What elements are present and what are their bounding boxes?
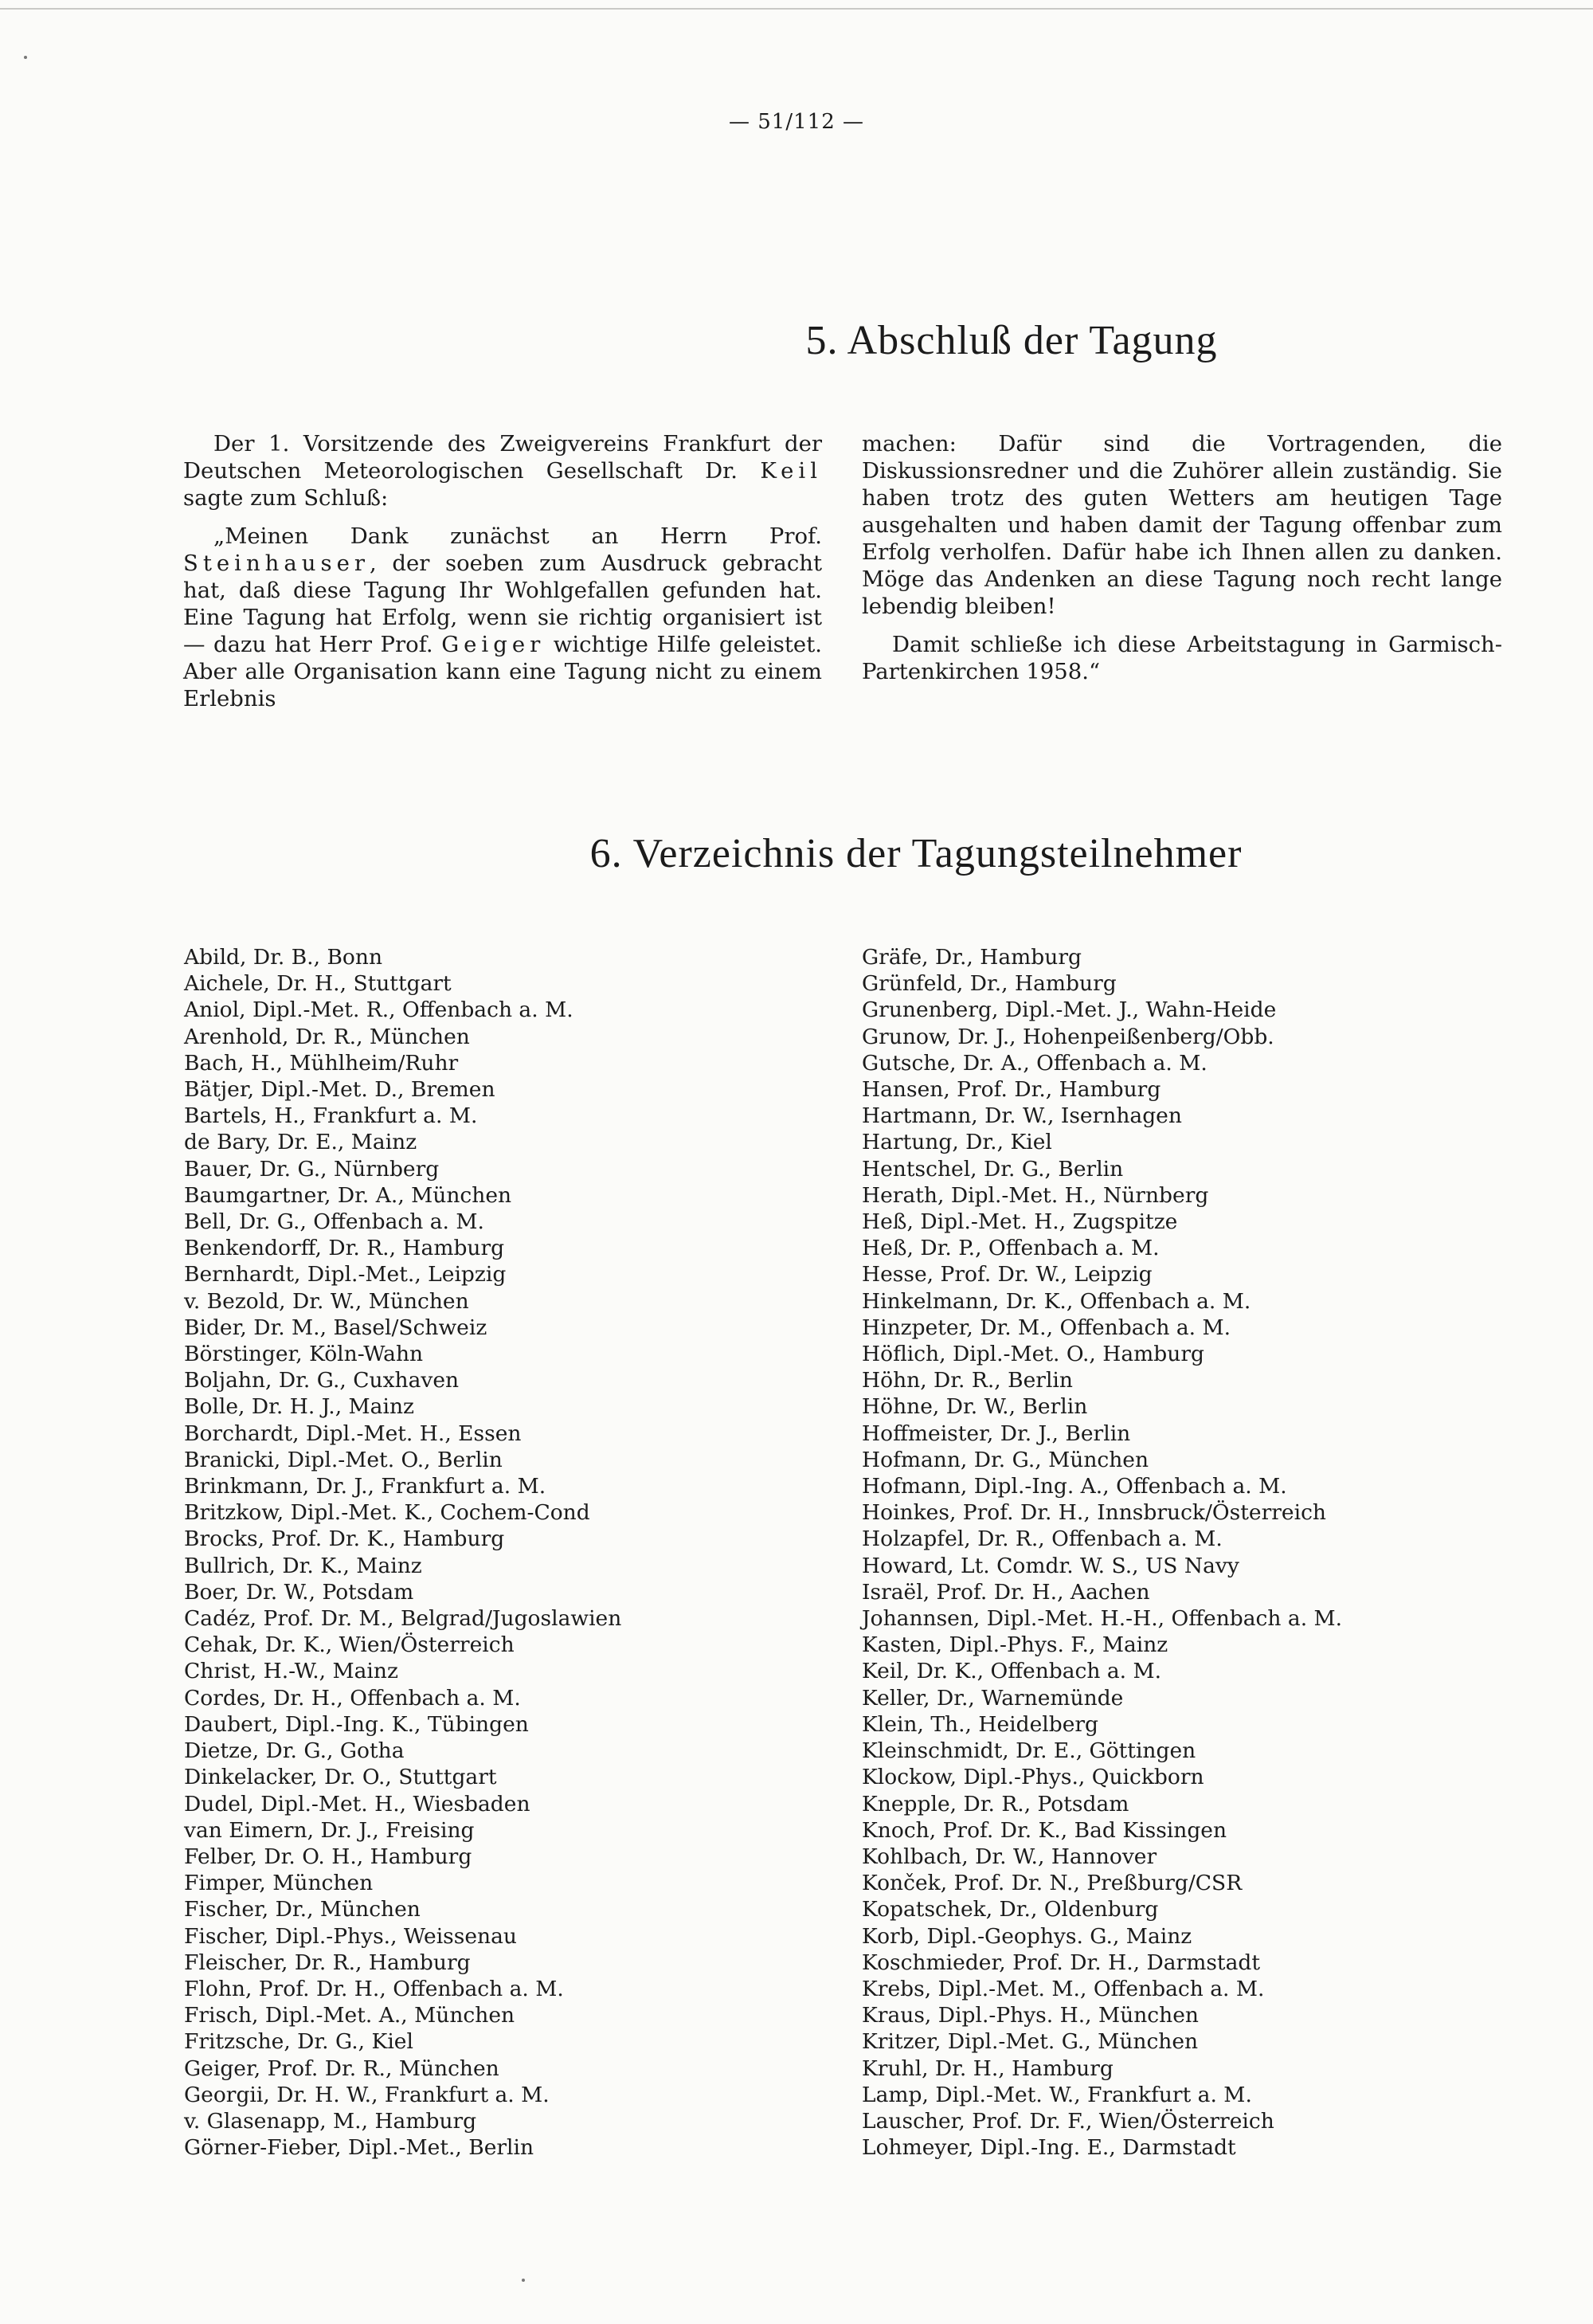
participant-entry: Hofmann, Dipl.-Ing. A., Offenbach a. M. [862,1474,1287,1499]
participant-entry: de Bary, Dr. E., Mainz [184,1130,417,1155]
participant-entry: Hartmann, Dr. W., Isernhagen [862,1103,1182,1129]
page-number: — 51/112 — [729,110,864,134]
participant-entry: Dietze, Dr. G., Gotha [184,1738,405,1764]
closing-speech-left-column [183,430,822,712]
participant-entry: Keil, Dr. K., Offenbach a. M. [862,1659,1162,1684]
participant-entry: Christ, H.-W., Mainz [184,1659,398,1684]
participant-entry: Israël, Prof. Dr. H., Aachen [862,1579,1150,1605]
participant-entry: Lamp, Dipl.-Met. W., Frankfurt a. M. [862,2082,1252,2107]
participant-entry: Koschmieder, Prof. Dr. H., Darmstadt [862,1950,1260,1975]
participant-entry: Hinzpeter, Dr. M., Offenbach a. M. [862,1315,1231,1340]
participant-entry: Bell, Dr. G., Offenbach a. M. [184,1209,484,1235]
participant-entry: Flohn, Prof. Dr. H., Offenbach a. M. [184,1976,564,2001]
quote-name-geiger: Geiger [441,632,546,657]
participant-entry: Keller, Dr., Warnemünde [862,1685,1124,1711]
participant-entry: Geiger, Prof. Dr. R., München [184,2056,499,2081]
participant-entry: Georgii, Dr. H. W., Frankfurt a. M. [184,2082,550,2107]
closing-paragraph-2: Damit schließe ich diese Arbeitstagung in Garmisch-Partenkirchen 1958.“ [862,632,1502,684]
participant-entry: Bauer, Dr. G., Nürnberg [184,1156,440,1182]
participant-entry: Klockow, Dipl.-Phys., Quickborn [862,1765,1204,1790]
intro-text-b: sagte zum Schluß: [183,485,389,511]
participant-entry: Boljahn, Dr. G., Cuxhaven [184,1368,460,1393]
quote-name-steinhauser: Steinhauser [183,551,370,576]
participant-entry: Fimper, München [184,1871,374,1896]
section-6-heading: 6. Verzeichnis der Tagungsteilnehmer [589,831,1243,876]
participant-entry: Bach, H., Mühlheim/Ruhr [184,1050,459,1076]
participant-entry: Kritzer, Dipl.-Met. G., München [862,2029,1199,2055]
participant-entry: Cordes, Dr. H., Offenbach a. M. [184,1685,521,1711]
participant-entry: Cehak, Dr. K., Wien/Österreich [184,1632,515,1658]
participant-entry: Britzkow, Dipl.-Met. K., Cochem-Cond [184,1500,590,1526]
participant-entry: Hofmann, Dr. G., München [862,1447,1149,1472]
participant-entry: Grünfeld, Dr., Hamburg [862,971,1117,997]
closing-paragraph-1: machen: Dafür sind die Vortragenden, die Diskussionsredner und die Zuhörer allein zuständig. Sie haben trotz des guten Wetters am heutigen Tage ausgehalten und haben damit der Tagung offenbar zum Erfolg verholfen. Dafür habe ich Ihnen allen zu danken. Möge das Andenken an diese Tagung noch recht lange lebendig bleiben! [862,431,1502,619]
participant-entry: Höhne, Dr. W., Berlin [862,1394,1088,1420]
participant-entry: Johannsen, Dipl.-Met. H.-H., Offenbach a. M. [862,1606,1343,1632]
participant-entry: Borchardt, Dipl.-Met. H., Essen [184,1421,522,1446]
participant-entry: Baumgartner, Dr. A., München [184,1182,512,1208]
participant-entry: Kraus, Dipl.-Phys. H., München [862,2003,1199,2028]
participant-entry: Brinkmann, Dr. J., Frankfurt a. M. [184,1474,546,1499]
participant-entry: Hoinkes, Prof. Dr. H., Innsbruck/Österreich [862,1500,1326,1526]
participant-entry: Hentschel, Dr. G., Berlin [862,1156,1124,1182]
quote-text-a: „Meinen Dank zunächst an Herrn Prof. [213,523,822,549]
participant-entry: Klein, Th., Heidelberg [862,1711,1099,1737]
participant-entry: Korb, Dipl.-Geophys. G., Mainz [862,1923,1192,1949]
participant-entry: Holzapfel, Dr. R., Offenbach a. M. [862,1526,1223,1552]
participant-entry: Bolle, Dr. H. J., Mainz [184,1394,414,1420]
participant-entry: Höflich, Dipl.-Met. O., Hamburg [862,1342,1204,1367]
participant-entry: Gutsche, Dr. A., Offenbach a. M. [862,1050,1207,1076]
scan-speck [522,2279,525,2282]
participant-entry: Lauscher, Prof. Dr. F., Wien/Österreich [862,2108,1274,2134]
participant-entry: Kasten, Dipl.-Phys. F., Mainz [862,1632,1168,1658]
participant-entry: Fleischer, Dr. R., Hamburg [184,1950,471,1975]
participant-entry: Brocks, Prof. Dr. K., Hamburg [184,1526,505,1552]
participant-entry: Benkendorff, Dr. R., Hamburg [184,1236,505,1261]
participant-entry: Boer, Dr. W., Potsdam [184,1579,414,1605]
participant-entry: Gräfe, Dr., Hamburg [862,945,1082,970]
participant-entry: van Eimern, Dr. J., Freising [184,1817,475,1843]
participant-entry: Cadéz, Prof. Dr. M., Belgrad/Jugoslawien [184,1606,622,1632]
participant-entry: Daubert, Dipl.-Ing. K., Tübingen [184,1711,529,1737]
participant-entry: Grunow, Dr. J., Hohenpeißenberg/Obb. [862,1024,1274,1049]
participant-entry: Grunenberg, Dipl.-Met. J., Wahn-Heide [862,997,1277,1023]
participant-entry: Heß, Dr. P., Offenbach a. M. [862,1236,1160,1261]
participant-entry: Kruhl, Dr. H., Hamburg [862,2056,1114,2081]
participant-entry: Görner-Fieber, Dipl.-Met., Berlin [184,2135,534,2161]
participant-entry: Branicki, Dipl.-Met. O., Berlin [184,1447,503,1472]
participant-entry: Krebs, Dipl.-Met. M., Offenbach a. M. [862,1976,1265,2001]
participant-entry: Howard, Lt. Comdr. W. S., US Navy [862,1553,1239,1578]
intro-paragraph [183,430,822,511]
quote-paragraph [183,523,822,712]
participant-entry: Aniol, Dipl.-Met. R., Offenbach a. M. [184,997,573,1023]
participant-entry: v. Bezold, Dr. W., München [184,1288,469,1314]
quote-text-c: wichtige Hilfe geleistet. Aber alle Organisation kann eine Tagung nicht zu einem Erlebnis [183,632,822,711]
participant-entry: Heß, Dipl.-Met. H., Zugspitze [862,1209,1178,1235]
participant-entry: Fischer, Dipl.-Phys., Weissenau [184,1923,517,1949]
intro-speaker-name: Keil [760,458,822,484]
participant-entry: Bullrich, Dr. K., Mainz [184,1553,422,1578]
participant-entry: Hansen, Prof. Dr., Hamburg [862,1077,1161,1103]
participant-entry: Kleinschmidt, Dr. E., Göttingen [862,1738,1196,1764]
intro-text-a: Der 1. Vorsitzende des Zweigvereins Frankfurt der Deutschen Meteorologischen Gesellschaft Dr. [183,431,822,484]
participant-entry: Hesse, Prof. Dr. W., Leipzig [862,1262,1153,1287]
participant-entry: Börstinger, Köln-Wahn [184,1342,424,1367]
participant-entry: Arenhold, Dr. R., München [184,1024,470,1049]
closing-speech-right-column [862,430,1502,685]
participant-entry: Konček, Prof. Dr. N., Preßburg/CSR [862,1871,1243,1896]
participant-entry: Bätjer, Dipl.-Met. D., Bremen [184,1077,495,1103]
participant-entry: Lohmeyer, Dipl.-Ing. E., Darmstadt [862,2135,1236,2161]
participant-entry: Bernhardt, Dipl.-Met., Leipzig [184,1262,507,1287]
participant-entry: Knepple, Dr. R., Potsdam [862,1791,1129,1816]
participant-entry: Höhn, Dr. R., Berlin [862,1368,1073,1393]
participant-entry: Hinkelmann, Dr. K., Offenbach a. M. [862,1288,1251,1314]
participant-entry: Abild, Dr. B., Bonn [184,945,383,970]
participant-entry: Aichele, Dr. H., Stuttgart [184,971,452,997]
participant-entry: Fritzsche, Dr. G., Kiel [184,2029,413,2055]
participant-list-left [184,944,837,2161]
participant-entry: Frisch, Dipl.-Met. A., München [184,2003,515,2028]
participant-entry: Kopatschek, Dr., Oldenburg [862,1897,1159,1922]
participant-entry: Hoffmeister, Dr. J., Berlin [862,1421,1131,1446]
participant-entry: Dudel, Dipl.-Met. H., Wiesbaden [184,1791,530,1816]
participant-entry: Felber, Dr. O. H., Hamburg [184,1844,472,1869]
scan-speck [24,56,27,59]
participant-entry: Knoch, Prof. Dr. K., Bad Kissingen [862,1817,1227,1843]
participant-entry: Hartung, Dr., Kiel [862,1130,1052,1155]
participant-entry: Herath, Dipl.-Met. H., Nürnberg [862,1182,1209,1208]
participant-entry: Bider, Dr. M., Basel/Schweiz [184,1315,487,1340]
participant-entry: Kohlbach, Dr. W., Hannover [862,1844,1157,1869]
participant-entry: Bartels, H., Frankfurt a. M. [184,1103,478,1129]
quote-text-b: , der soeben zum Ausdruck gebracht hat, daß diese Tagung Ihr Wohlgefallen gefunden hat. Eine Tagung hat Erfolg, wenn sie richtig organisiert ist — dazu hat Herr Prof. [183,551,822,657]
scan-top-edge [0,8,1593,10]
section-5-heading: 5. Abschluß der Tagung [805,318,1218,363]
participant-list-right [862,944,1547,2161]
participant-entry: v. Glasenapp, M., Hamburg [184,2108,477,2134]
participant-entry: Fischer, Dr., München [184,1897,421,1922]
participant-entry: Dinkelacker, Dr. O., Stuttgart [184,1765,497,1790]
